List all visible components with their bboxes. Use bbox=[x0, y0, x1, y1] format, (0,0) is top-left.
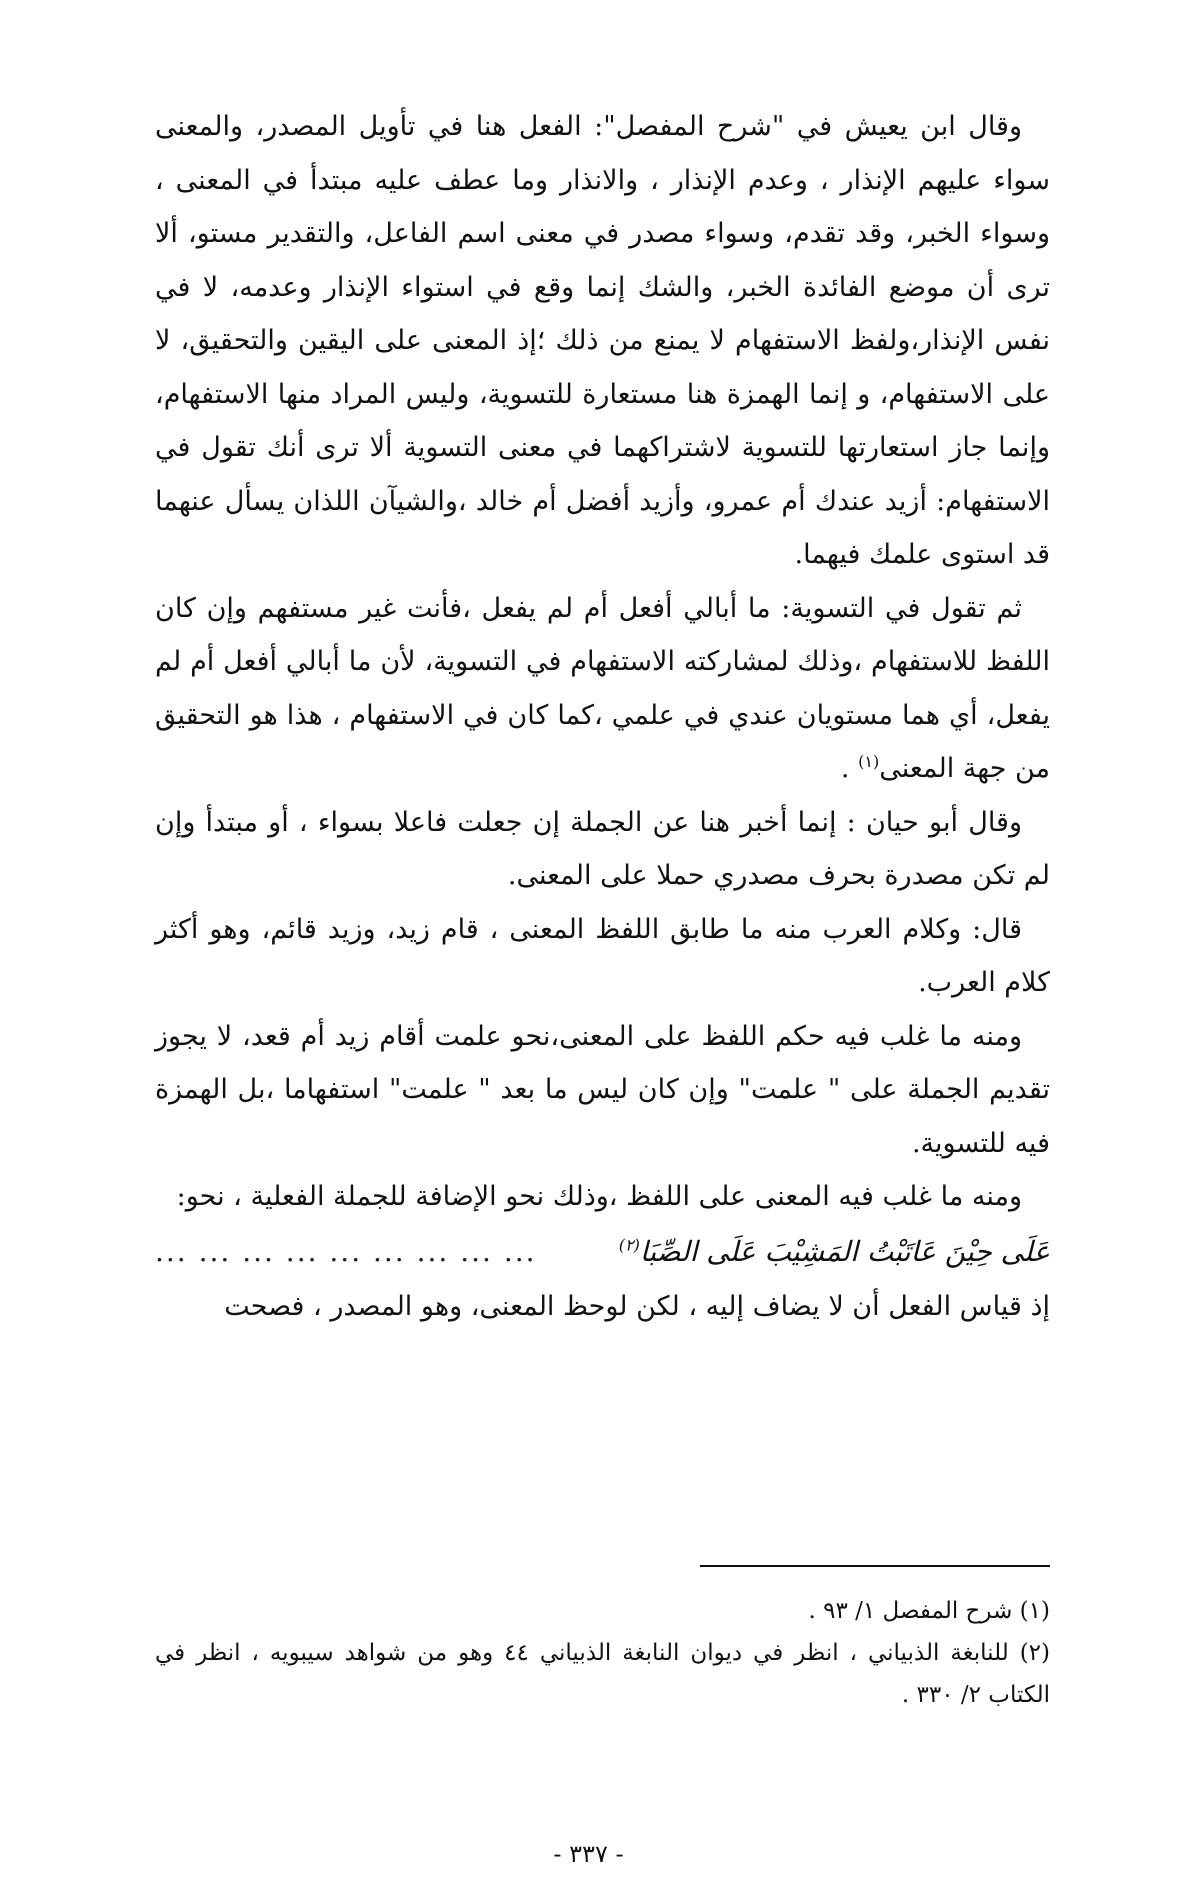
paragraph-text: ثم تقول في التسوية: ما أبالي أفعل أم لم يفعل ،فأنت غير مستفهم وإن كان اللفظ للاستفهام ،وذلك لمشاركته الاستفهام في التسوية، لأن ما أبالي أفعل أم لم يفعل، أي هما مستويان عندي في علمي ،كما كان في الاستفهام ، هذا هو التحقيق من جهة المعنى bbox=[155, 592, 1050, 784]
paragraph-tail: . bbox=[840, 753, 859, 784]
paragraph-text: وقال أبو حيان : إنما أخبر هنا عن الجملة إن جعلت فاعلا بسواء ، أو مبتدأ وإن لم تكن مصدرة بحرف مصدري حملا على المعنى. bbox=[155, 806, 1050, 891]
footnote-1: (١) شرح المفصل ١/ ٩٣ . bbox=[808, 1598, 1050, 1624]
page-body bbox=[155, 100, 1050, 1333]
paragraph-al-idafa bbox=[155, 1170, 1050, 1224]
poetry-verse bbox=[155, 1224, 1050, 1280]
footnote-divider bbox=[700, 1565, 1050, 1567]
paragraph-closing bbox=[155, 1280, 1050, 1334]
paragraph-text: قال: وكلام العرب منه ما طابق اللفظ المعنى ، قام زيد، وزيد قائم، وهو أكثر كلام العرب. bbox=[155, 913, 1050, 998]
paragraph-kalam-al-arab bbox=[155, 903, 1050, 1010]
footnote-2: (٢) للنابغة الذبياني ، انظر في ديوان النابغة الذبياني ٤٤ وهو من شواهد سيبويه ، انظر في الكتاب ٢/ ٣٣٠ . bbox=[155, 1640, 1051, 1708]
verse-second-hemistich: ... ... ... ... ... ... ... ... ... bbox=[155, 1234, 537, 1268]
paragraph-text: إذ قياس الفعل أن لا يضاف إليه ، لكن لوحظ المعنى، وهو المصدر ، فصحت bbox=[224, 1290, 1050, 1322]
footnote-ref-1[interactable]: (١) bbox=[858, 752, 880, 771]
footnotes bbox=[155, 1590, 1050, 1716]
verse-text: عَلَى حِيْنَ عَاتَبْتُ المَشِيْبَ عَلَى الصِّبَا bbox=[639, 1234, 1050, 1268]
paragraph-hukm-al-lafz bbox=[155, 1010, 1050, 1171]
paragraph-abu-hayyan bbox=[155, 796, 1050, 903]
main-text bbox=[155, 100, 1050, 1333]
paragraph-ibn-yaish bbox=[155, 100, 1050, 582]
verse-first-hemistich bbox=[619, 1224, 1050, 1280]
paragraph-taswiya bbox=[155, 582, 1050, 796]
paragraph-text: ومنه ما غلب فيه حكم اللفظ على المعنى،نحو علمت أقام زيد أم قعد، لا يجوز تقديم الجملة على " علمت" وإن كان ليس ما بعد " علمت" استفهاما ،بل الهمزة فيه للتسوية. bbox=[155, 1020, 1050, 1159]
page-number: - ٣٣٧ - bbox=[553, 1840, 624, 1868]
paragraph-text: وقال ابن يعيش في "شرح المفصل": الفعل هنا في تأويل المصدر، والمعنى سواء عليهم الإنذار ، وعدم الإنذار ، والانذار وما عطف عليه مبتدأ في المعنى ، وسواء الخبر، وقد تقدم، وسواء مصدر في معنى اسم الفاعل، والتقدير مستو، ألا ترى أن موضع الفائدة الخبر، والشك إنما وقع في استواء الإنذار وعدمه، لا في نفس الإنذار،ولفظ الاستفهام لا يمنع من ذلك ؛إذ المعنى على اليقين والتحقيق، لا على الاستفهام، و إنما الهمزة هنا مستعارة للتسوية، وليس المراد منها الاستفهام، وإنما جاز استعارتها للتسوية لاشتراكهما في معنى التسوية ألا ترى أنك تقول في الاستفهام: أزيد عندك أم عمرو، وأزيد أفضل أم خالد ،والشيآن اللذان يسأل عنهما قد استوى علمك فيهما. bbox=[155, 111, 1050, 570]
footnote-ref-2[interactable]: (٢) bbox=[618, 1235, 640, 1255]
paragraph-text: ومنه ما غلب فيه المعنى على اللفظ ،وذلك نحو الإضافة للجملة الفعلية ، نحو: bbox=[176, 1181, 1022, 1212]
